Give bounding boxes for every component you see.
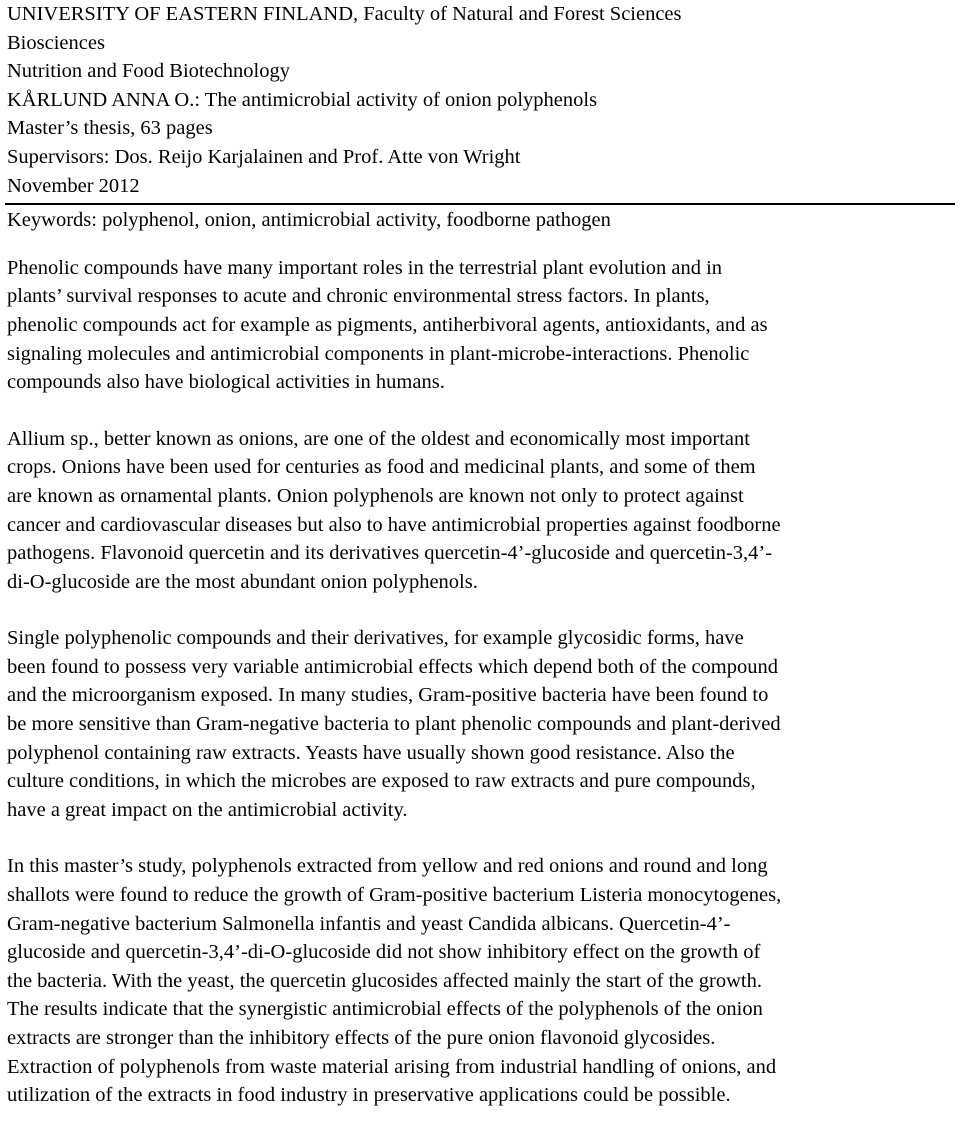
- paragraph-line: The results indicate that the synergistic antimicrobial effects of the polyphenols of the onion: [7, 998, 763, 1021]
- paragraph-line: culture conditions, in which the microbes are exposed to raw extracts and pure compounds,: [7, 770, 756, 793]
- paragraph-line: extracts are stronger than the inhibitory effects of the pure onion flavonoid glycosides.: [7, 1027, 716, 1049]
- supervisors-line: Supervisors: Dos. Reijo Karjalainen and Prof. Atte von Wright: [7, 145, 521, 168]
- abstract-paragraph-1: [7, 254, 955, 397]
- paragraph-line: been found to possess very variable antimicrobial effects which depend both of the compound: [7, 655, 779, 678]
- abstract-paragraph-3: [7, 624, 955, 824]
- abstract-paragraph-4: [7, 852, 955, 1109]
- keywords-line: Keywords: polyphenol, onion, antimicrobial activity, foodborne pathogen: [7, 209, 611, 232]
- paragraph-line: be more sensitive than Gram-negative bacteria to plant phenolic compounds and plant-derived: [7, 713, 781, 736]
- department-line: Biosciences: [7, 31, 105, 54]
- paragraph-line: glucoside and quercetin-3,4’-di-O-glucoside did not show inhibitory effect on the growth of: [7, 941, 761, 964]
- abstract-paragraph-2: [7, 425, 955, 597]
- thesis-info-line: Master’s thesis, 63 pages: [7, 117, 213, 140]
- university-line: UNIVERSITY OF EASTERN FINLAND, Faculty of Natural and Forest Sciences: [7, 3, 682, 25]
- paragraph-line: crops. Onions have been used for centuries as food and medicinal plants, and some of them: [7, 456, 756, 479]
- paragraph-line: In this master’s study, polyphenols extracted from yellow and red onions and round and long: [7, 855, 768, 878]
- paragraph-line: signaling molecules and antimicrobial components in plant-microbe-interactions. Phenolic: [7, 342, 750, 365]
- paragraph-line: shallots were found to reduce the growth of Gram-positive bacterium Listeria monocytogenes,: [7, 884, 782, 907]
- paragraph-line: are known as ornamental plants. Onion polyphenols are known not only to protect against: [7, 484, 744, 507]
- abstract-body: [7, 254, 955, 1110]
- paragraph-line: phenolic compounds act for example as pigments, antiherbivoral agents, antioxidants, and as: [7, 313, 768, 336]
- paragraph-line: Gram-negative bacterium Salmonella infantis and yeast Candida albicans. Quercetin-4’-: [7, 912, 731, 935]
- program-line: Nutrition and Food Biotechnology: [7, 60, 290, 83]
- paragraph-line: Extraction of polyphenols from waste material arising from industrial handling of onions, and: [7, 1055, 777, 1078]
- header-divider: [5, 203, 955, 205]
- paragraph-line: utilization of the extracts in food industry in preservative applications could be possible.: [7, 1084, 731, 1107]
- paragraph-line: have a great impact on the antimicrobial activity.: [7, 798, 408, 821]
- date-line: November 2012: [7, 174, 140, 197]
- paragraph-line: Allium sp., better known as onions, are one of the oldest and economically most important: [7, 427, 750, 450]
- paragraph-line: compounds also have biological activities in humans.: [7, 371, 445, 394]
- thesis-header: [7, 0, 955, 200]
- paragraph-line: di-O-glucoside are the most abundant onion polyphenols.: [7, 570, 478, 593]
- document-page: [7, 0, 955, 1138]
- paragraph-line: Phenolic compounds have many important roles in the terrestrial plant evolution and in: [7, 256, 723, 279]
- paragraph-line: Single polyphenolic compounds and their derivatives, for example glycosidic forms, have: [7, 627, 744, 650]
- paragraph-line: polyphenol containing raw extracts. Yeasts have usually shown good resistance. Also the: [7, 741, 735, 764]
- author-title-line: KÅRLUND ANNA O.: The antimicrobial activity of onion polyphenols: [7, 88, 598, 111]
- paragraph-line: the bacteria. With the yeast, the quercetin glucosides affected mainly the start of the growth.: [7, 969, 762, 992]
- paragraph-line: pathogens. Flavonoid quercetin and its derivatives quercetin-4’-glucoside and quercetin-3,4’-: [7, 542, 773, 565]
- paragraph-line: plants’ survival responses to acute and chronic environmental stress factors. In plants,: [7, 285, 710, 308]
- paragraph-line: cancer and cardiovascular diseases but also to have antimicrobial properties against foodborne: [7, 513, 781, 536]
- paragraph-line: and the microorganism exposed. In many studies, Gram-positive bacteria have been found to: [7, 684, 769, 707]
